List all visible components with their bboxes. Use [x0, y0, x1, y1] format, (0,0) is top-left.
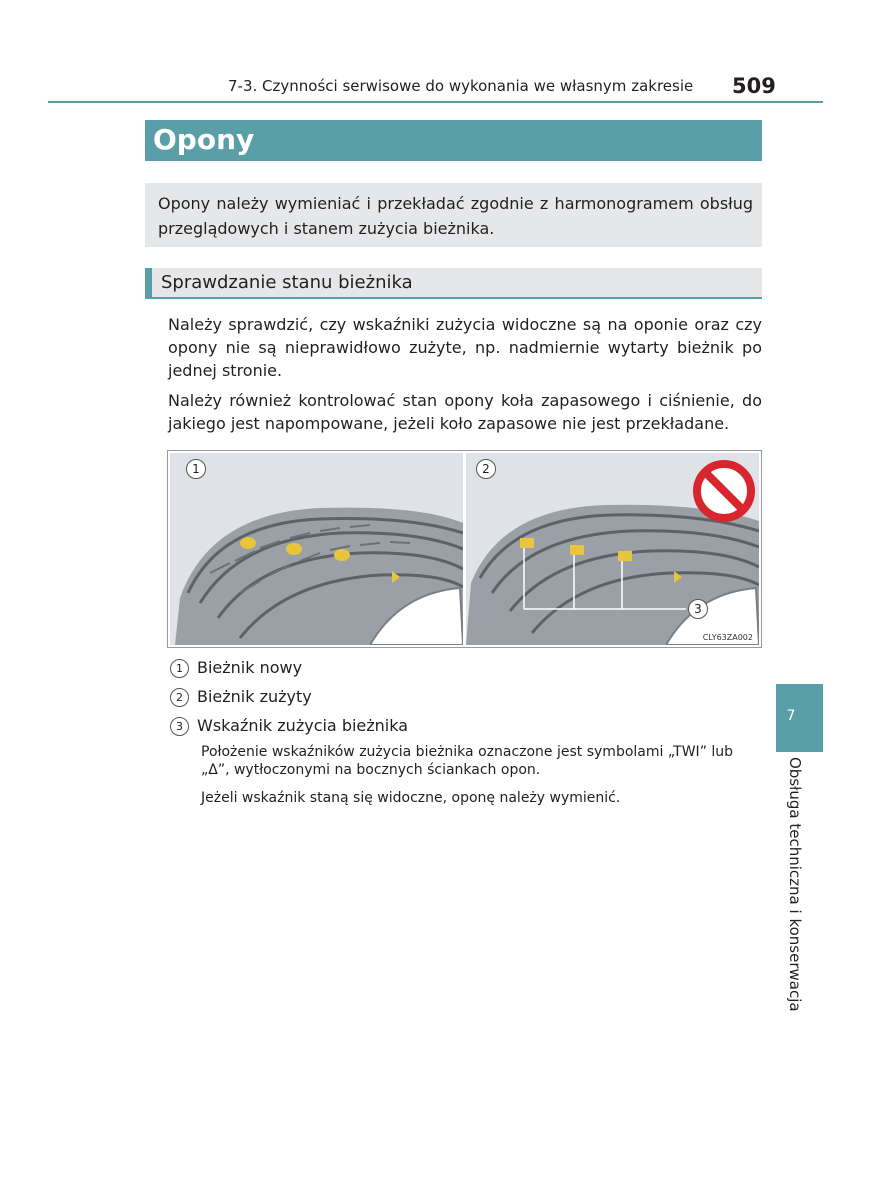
callout-number: 3 — [688, 599, 708, 619]
page-number: 509 — [732, 74, 776, 98]
item-number: 1 — [170, 659, 189, 678]
note-1: Położenie wskaźników zużycia bieżnika oznaczone jest symbolami „TWI” lub „Δ”, wytłoczonymi na bocznych ściankach opon. — [201, 744, 734, 778]
chapter-number: 7 — [786, 708, 796, 724]
item-text: Wskaźnik zużycia bieżnika — [197, 716, 409, 735]
item-text: Bieżnik nowy — [197, 658, 303, 677]
note-2: Jeżeli wskaźnik staną się widoczne, oponę należy wymienić. — [201, 790, 621, 806]
panel-worn-tread — [466, 453, 759, 645]
subsection-underline — [145, 297, 762, 299]
list-item — [170, 687, 312, 707]
item-text: Bieżnik zużyty — [197, 687, 312, 706]
header-rule — [48, 101, 823, 103]
panel2-number: 2 — [476, 459, 496, 479]
list-item — [170, 716, 408, 736]
item-number: 3 — [170, 717, 189, 736]
paragraph-2: Należy również kontrolować stan opony koła zapasowego i ciśnienie, do jakiego jest napompowane, jeżeli koło zapasowe nie jest przekładane. — [168, 391, 762, 433]
page-title: Opony — [153, 123, 255, 156]
panel1-number: 1 — [186, 459, 206, 479]
item-number: 2 — [170, 688, 189, 707]
subsection-heading: Sprawdzanie stanu bieżnika — [161, 272, 413, 293]
title-bar — [145, 120, 762, 161]
list-item — [170, 658, 302, 678]
paragraph-1: Należy sprawdzić, czy wskaźniki zużycia widoczne są na oponie oraz czy opony nie są nieprawidłowo zużyte, np. nadmiernie wytarty bieżnik po jednej stronie. — [168, 315, 762, 380]
tire-new-illustration — [170, 453, 463, 645]
intro-text: Opony należy wymieniać i przekładać zgodnie z harmonogramem obsług przeglądowych i stanem zużycia bieżnika. — [158, 194, 753, 238]
chapter-tab — [776, 684, 823, 752]
tire-worn-illustration — [466, 453, 759, 645]
panel-new-tread — [170, 453, 463, 645]
subsection-accent — [145, 268, 152, 298]
chapter-label: Obsługa techniczna i konserwacja — [786, 757, 804, 1012]
running-header: 7-3. Czynności serwisowe do wykonania we własnym zakresie — [228, 77, 694, 95]
subsection-bar — [145, 268, 762, 298]
tire-figure — [167, 450, 762, 648]
intro-box — [145, 183, 762, 247]
figure-code: CLY63ZA002 — [702, 633, 753, 642]
